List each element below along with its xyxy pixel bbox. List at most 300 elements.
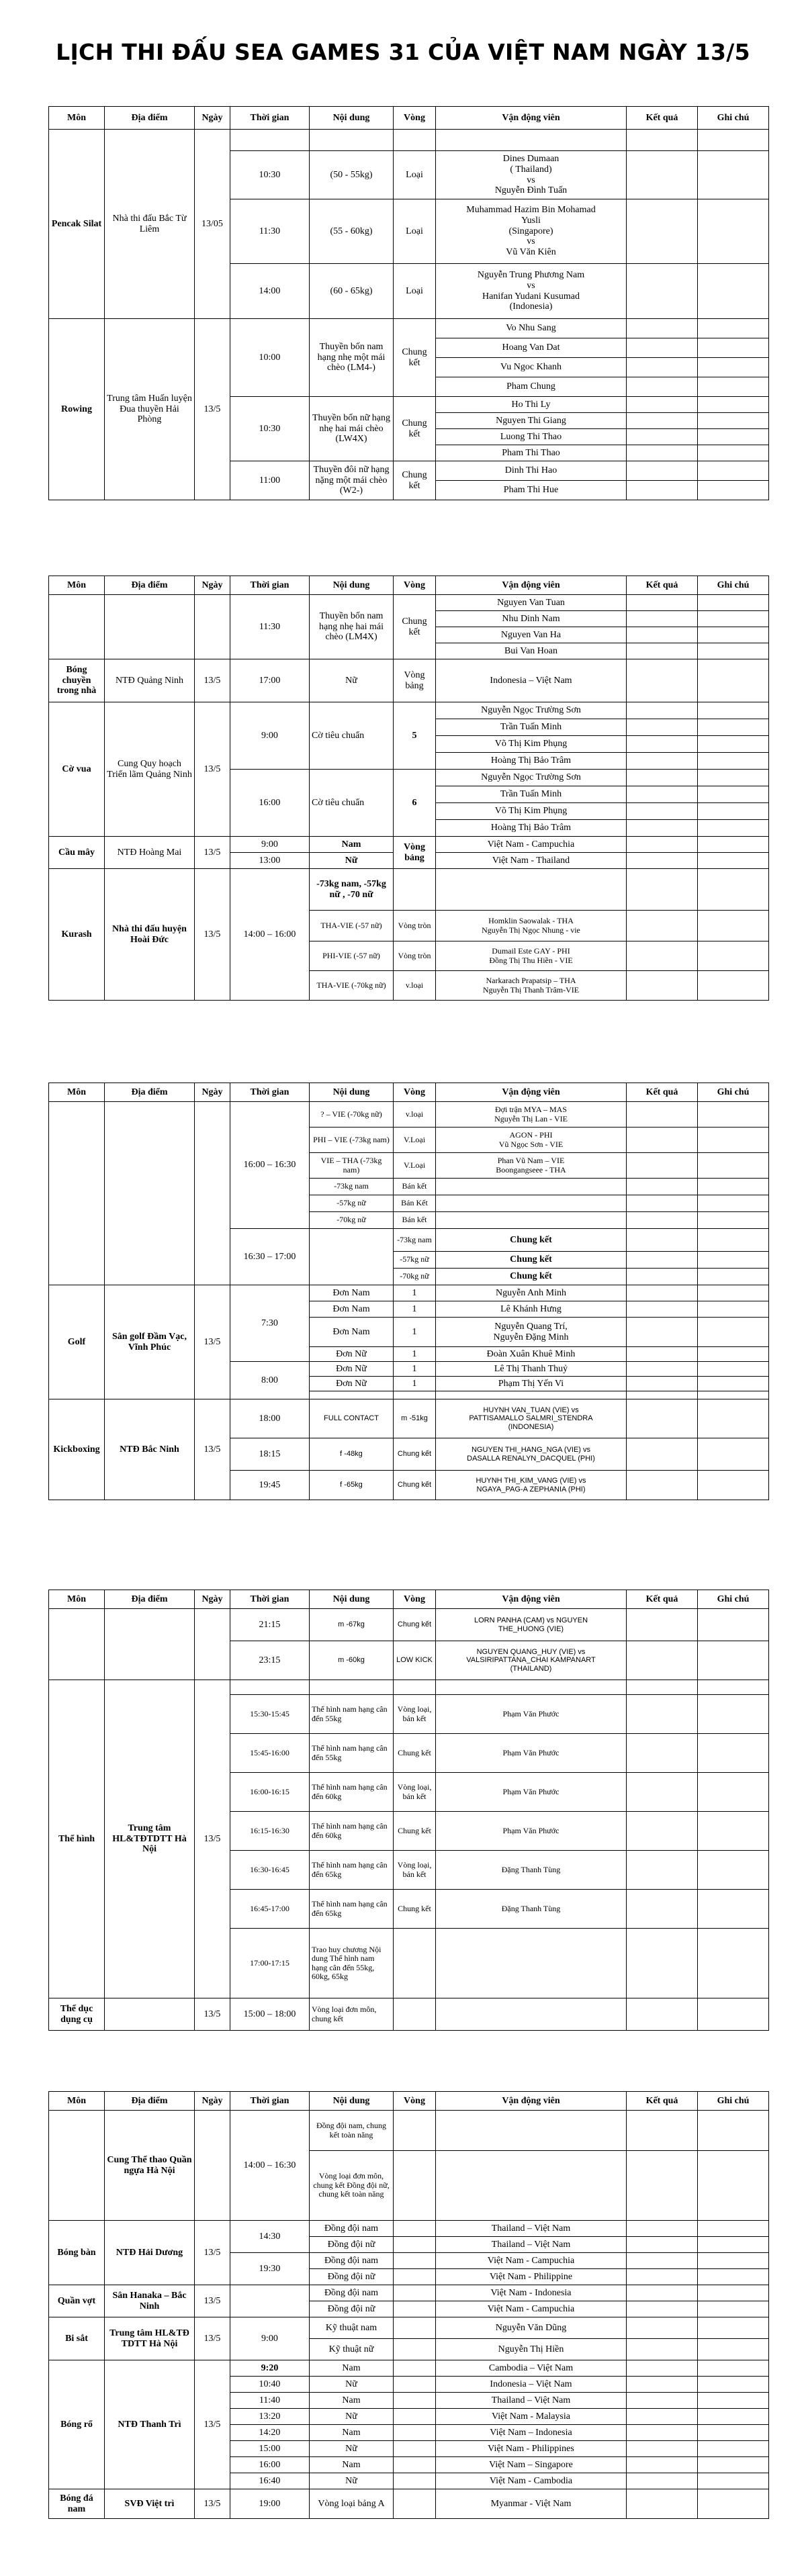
time-cell: 16:00 – 16:30: [230, 1102, 310, 1229]
athlete-cell: Trần Tuấn Minh: [436, 719, 627, 736]
date-cell: 13/5: [195, 1680, 230, 1998]
time-cell: 15:30-15:45: [230, 1695, 310, 1734]
athlete-cell: Đặng Thanh Tùng: [436, 1851, 627, 1890]
round-cell: Vòng tròn: [394, 941, 436, 971]
round-cell: Chung kết: [394, 1438, 436, 1471]
athlete-cell: Đoàn Xuân Khuê Minh: [436, 1347, 627, 1362]
content-cell: Đồng đội nam, chung kết toàn năng: [310, 2111, 394, 2151]
round-cell: Chung kết: [394, 319, 436, 397]
header-row: [49, 1590, 769, 1609]
athlete-cell: Nguyễn Ngọc Trường Sơn: [436, 770, 627, 786]
round-cell: -57kg nữ: [394, 1252, 436, 1269]
time-cell: 9:00: [230, 2317, 310, 2360]
content-cell: Đơn Nam: [310, 1285, 394, 1301]
col-header: Ngày: [195, 2092, 230, 2111]
athlete-cell: [436, 1929, 627, 1998]
content-cell: PHI-VIE (-57 nữ): [310, 941, 394, 971]
round-cell: LOW KICK: [394, 1641, 436, 1680]
athlete-cell: Dumail Este GAY - PHI Đồng Thị Thu Hiền - VIE: [436, 941, 627, 971]
time-cell: 23:15: [230, 1641, 310, 1680]
col-header: Môn: [49, 1083, 105, 1102]
time-cell: 18:00: [230, 1399, 310, 1438]
sport-cell: Cầu mây: [49, 837, 105, 869]
content-cell: -73kg nam: [310, 1179, 394, 1195]
schedule-table-2: [48, 576, 769, 1001]
time-cell: 16:00: [230, 770, 310, 837]
athlete-cell: Nguyễn Quang Trí, Nguyễn Đặng Minh: [436, 1318, 627, 1347]
time-cell: 10:00: [230, 319, 310, 397]
content-cell: -73kg nam, -57kg nữ , -70 nữ: [310, 869, 394, 911]
athlete-cell: Bui Van Hoan: [436, 643, 627, 659]
time-cell: 7:30: [230, 1285, 310, 1362]
round-cell: [394, 1929, 436, 1998]
athlete-cell: Nguyễn Thị Hiền: [436, 2339, 627, 2360]
round-cell: 1: [394, 1318, 436, 1347]
header-row: [49, 1083, 769, 1102]
date-cell: 13/05: [195, 130, 230, 319]
content-cell: Vòng loại bảng A: [310, 2489, 394, 2519]
content-cell: Thể hình nam hạng cân đến 60kg: [310, 1773, 394, 1812]
round-cell: Vòng loại, bán kết: [394, 1851, 436, 1890]
col-header: Thời gian: [230, 2092, 310, 2111]
col-header: Vận động viên: [436, 576, 627, 595]
athlete-cell: Thailand – Việt Nam: [436, 2237, 627, 2253]
table-row: [49, 130, 769, 151]
round-cell: Chung kết: [394, 1471, 436, 1500]
time-cell: 13:00: [230, 853, 310, 869]
venue-cell: Cung Thể thao Quần ngựa Hà Nội: [105, 2111, 195, 2221]
athlete-cell: LORN PANHA (CAM) vs NGUYEN THE_HUONG (VIE): [436, 1609, 627, 1641]
athlete-cell: Nguyễn Văn Dũng: [436, 2317, 627, 2339]
athlete-cell: Phạm Văn Phước: [436, 1695, 627, 1734]
athlete-cell: Việt Nam - Campuchia: [436, 2301, 627, 2317]
col-header: Địa điểm: [105, 1590, 195, 1609]
time-cell: 11:40: [230, 2393, 310, 2409]
content-cell: Nam: [310, 2393, 394, 2409]
round-cell: Loại: [394, 264, 436, 319]
round-cell: 1: [394, 1347, 436, 1362]
round-cell: 1: [394, 1285, 436, 1301]
time-cell: 14:00 – 16:00: [230, 869, 310, 1001]
round-cell: Vòng bảng: [394, 837, 436, 869]
athlete-cell: Việt Nam - Philippine: [436, 2269, 627, 2285]
sport-cell: Rowing: [49, 319, 105, 500]
time-cell: 16:30 – 17:00: [230, 1229, 310, 1285]
athlete-cell: Nguyễn Ngọc Trường Sơn: [436, 702, 627, 719]
round-cell: Bán kết: [394, 1179, 436, 1195]
athlete-cell: NGUYEN QUANG_HUY (VIE) vs VALSIRIPATTANA_CHAI KAMPANART (THAILAND): [436, 1641, 627, 1680]
col-header: Vận động viên: [436, 107, 627, 130]
content-cell: Đơn Nam: [310, 1318, 394, 1347]
athlete-cell: Hoàng Thị Bảo Trâm: [436, 820, 627, 837]
date-cell: 13/5: [195, 1399, 230, 1500]
athlete-cell: Cambodia – Việt Nam: [436, 2360, 627, 2377]
col-header: Ngày: [195, 107, 230, 130]
schedule-table-5: [48, 2091, 769, 2519]
round-cell: 6: [394, 770, 436, 837]
athlete-cell: HUYNH VAN_TUAN (VIE) vs PATTISAMALLO SALMRI_STENDRA (INDONESIA): [436, 1399, 627, 1438]
col-header: Ngày: [195, 576, 230, 595]
col-header: Ghi chú: [698, 107, 769, 130]
time-cell: 17:00: [230, 659, 310, 702]
content-cell: Nam: [310, 2360, 394, 2377]
athlete-cell: Việt Nam – Singapore: [436, 2457, 627, 2473]
content-cell: Đồng đội nam: [310, 2253, 394, 2269]
date-cell: 13/5: [195, 1998, 230, 2031]
venue-cell: NTĐ Thanh Trì: [105, 2360, 195, 2489]
content-cell: Nữ: [310, 2409, 394, 2425]
athlete-cell: Vu Ngoc Khanh: [436, 358, 627, 377]
round-cell: v.loại: [394, 1102, 436, 1128]
content-cell: Đồng đội nữ: [310, 2301, 394, 2317]
date-cell: 13/5: [195, 2360, 230, 2489]
athlete-cell: NGUYEN THI_HANG_NGA (VIE) vs DASALLA RENALYN_DACQUEL (PHI): [436, 1438, 627, 1471]
round-cell: Vòng bảng: [394, 659, 436, 702]
athlete-cell: Thailand – Việt Nam: [436, 2393, 627, 2409]
athlete-cell: Chung kết: [436, 1252, 627, 1269]
athlete-cell: Dinh Thi Hao: [436, 461, 627, 481]
round-cell: 1: [394, 1301, 436, 1318]
athlete-cell: Trần Tuấn Minh: [436, 786, 627, 803]
col-header: Vòng: [394, 1590, 436, 1609]
sport-cell: Bi sắt: [49, 2317, 105, 2360]
venue-cell: NTĐ Bắc Ninh: [105, 1399, 195, 1500]
athlete-cell: Việt Nam - Indonesia: [436, 2285, 627, 2301]
time-cell: 19:00: [230, 2489, 310, 2519]
athlete-cell: Võ Thị Kim Phụng: [436, 803, 627, 820]
round-cell: V.Loại: [394, 1153, 436, 1179]
athlete-cell: Hoang Van Dat: [436, 338, 627, 358]
athlete-cell: Đợi trận MYA – MAS Nguyễn Thị Lan - VIE: [436, 1102, 627, 1128]
round-cell: -70kg nữ: [394, 1269, 436, 1285]
time-cell: 9:20: [230, 2360, 310, 2377]
athlete-cell: AGON - PHI Vũ Ngọc Sơn - VIE: [436, 1128, 627, 1153]
athlete-cell: Myanmar - Việt Nam: [436, 2489, 627, 2519]
time-cell: 15:45-16:00: [230, 1734, 310, 1773]
time-cell: 10:40: [230, 2377, 310, 2393]
col-header: Môn: [49, 2092, 105, 2111]
col-header: Kết quả: [627, 1590, 698, 1609]
col-header: Môn: [49, 576, 105, 595]
sport-cell: Cờ vua: [49, 702, 105, 837]
athlete-cell: Indonesia – Việt Nam: [436, 659, 627, 702]
time-cell: 14:30: [230, 2221, 310, 2253]
content-cell: Nam: [310, 2457, 394, 2473]
time-cell: 21:15: [230, 1609, 310, 1641]
col-header: Thời gian: [230, 1083, 310, 1102]
sport-cell: Quần vợt: [49, 2285, 105, 2317]
athlete-cell: Homklin Saowalak - THA Nguyễn Thị Ngọc Nhung - vie: [436, 911, 627, 941]
athlete-cell: Võ Thị Kim Phụng: [436, 736, 627, 753]
athlete-cell: Chung kết: [436, 1269, 627, 1285]
time-cell: 11:30: [230, 199, 310, 264]
content-cell: Thuyền bốn nam hạng nhẹ hai mái chèo (LM4X): [310, 595, 394, 659]
round-cell: 1: [394, 1377, 436, 1391]
round-cell: Loại: [394, 151, 436, 199]
round-cell: 1: [394, 1362, 436, 1377]
time-cell: 16:00-16:15: [230, 1773, 310, 1812]
col-header: Ghi chú: [698, 2092, 769, 2111]
content-cell: THA-VIE (-57 nữ): [310, 911, 394, 941]
page-title: LỊCH THI ĐẤU SEA GAMES 31 CỦA VIỆT NAM NGÀY 13/5: [56, 39, 750, 65]
athlete-cell: Luong Thi Thao: [436, 429, 627, 445]
athlete-cell: Nhu Dinh Nam: [436, 611, 627, 627]
content-cell: Đơn Nữ: [310, 1347, 394, 1362]
time-cell: 18:15: [230, 1438, 310, 1471]
col-header: Địa điểm: [105, 576, 195, 595]
col-header: Vòng: [394, 576, 436, 595]
col-header: Vòng: [394, 107, 436, 130]
athlete-cell: Nguyen Van Tuan: [436, 595, 627, 611]
round-cell: Vòng loại, bán kết: [394, 1695, 436, 1734]
round-cell: Chung kết: [394, 1812, 436, 1851]
col-header: Kết quả: [627, 1083, 698, 1102]
col-header: Ngày: [195, 1083, 230, 1102]
header-row: [49, 107, 769, 130]
athlete-cell: Nguyễn Anh Minh: [436, 1285, 627, 1301]
round-cell: Vòng loại, bán kết: [394, 1773, 436, 1812]
athlete-cell: Việt Nam - Thailand: [436, 853, 627, 869]
round-cell: Chung kết: [394, 595, 436, 659]
athlete-cell: Phạm Văn Phước: [436, 1812, 627, 1851]
time-cell: 15:00: [230, 2441, 310, 2457]
content-cell: THA-VIE (-70kg nữ): [310, 971, 394, 1001]
content-cell: -70kg nữ: [310, 1212, 394, 1229]
athlete-cell: Việt Nam - Philippines: [436, 2441, 627, 2457]
col-header: Ghi chú: [698, 1590, 769, 1609]
athlete-cell: Việt Nam - Malaysia: [436, 2409, 627, 2425]
round-cell: Bán kết: [394, 1212, 436, 1229]
sport-cell: Bóng đá nam: [49, 2489, 105, 2519]
col-header: Địa điểm: [105, 107, 195, 130]
time-cell: 19:45: [230, 1471, 310, 1500]
athlete-cell: Ho Thi Ly: [436, 397, 627, 413]
time-cell: 17:00-17:15: [230, 1929, 310, 1998]
time-cell: 14:00: [230, 264, 310, 319]
content-cell: Đồng đội nữ: [310, 2237, 394, 2253]
col-header: Địa điểm: [105, 2092, 195, 2111]
athlete-cell: Nguyen Thi Giang: [436, 413, 627, 429]
round-cell: Bán Kết: [394, 1195, 436, 1212]
time-cell: 16:30-16:45: [230, 1851, 310, 1890]
schedule-table-1: [48, 106, 769, 500]
table-row: [49, 659, 769, 702]
venue-cell: Sân golf Đầm Vạc, Vĩnh Phúc: [105, 1285, 195, 1399]
time-cell: 16:00: [230, 2457, 310, 2473]
time-cell: 19:30: [230, 2253, 310, 2285]
content-cell: Nam: [310, 2425, 394, 2441]
content-cell: Kỹ thuật nữ: [310, 2339, 394, 2360]
content-cell: Trao huy chương Nội dung Thể hình nam hạng cân đến 55kg, 60kg, 65kg: [310, 1929, 394, 1998]
content-cell: Thuyền đôi nữ hạng nặng một mái chèo (W2-): [310, 461, 394, 500]
col-header: Kết quả: [627, 107, 698, 130]
time-cell: 14:20: [230, 2425, 310, 2441]
col-header: Ghi chú: [698, 576, 769, 595]
venue-cell: Cung Quy hoạch Triển lãm Quảng Ninh: [105, 702, 195, 837]
sport-cell: Bóng rổ: [49, 2360, 105, 2489]
venue-cell: Nhà thi đấu huyện Hoài Đức: [105, 869, 195, 1001]
content-cell: Đồng đội nam: [310, 2285, 394, 2301]
col-header: Thời gian: [230, 107, 310, 130]
col-header: Nội dung: [310, 2092, 394, 2111]
round-cell: Chung kết: [394, 1609, 436, 1641]
col-header: Vòng: [394, 2092, 436, 2111]
time-cell: 10:30: [230, 151, 310, 199]
round-cell: Chung kết: [394, 1734, 436, 1773]
col-header: Kết quả: [627, 2092, 698, 2111]
time-cell: 11:30: [230, 595, 310, 659]
col-header: Thời gian: [230, 1590, 310, 1609]
venue-cell: NTĐ Hải Dương: [105, 2221, 195, 2285]
time-cell: 13:20: [230, 2409, 310, 2425]
date-cell: 13/5: [195, 702, 230, 837]
content-cell: Kỹ thuật nam: [310, 2317, 394, 2339]
col-header: Môn: [49, 1590, 105, 1609]
venue-cell: SVĐ Việt trì: [105, 2489, 195, 2519]
content-cell: -57kg nữ: [310, 1195, 394, 1212]
round-cell: Vòng tròn: [394, 911, 436, 941]
header-row: [49, 2092, 769, 2111]
athlete-cell: Indonesia – Việt Nam: [436, 2377, 627, 2393]
col-header: Nội dung: [310, 1590, 394, 1609]
athlete-cell: Việt Nam - Cambodia: [436, 2473, 627, 2489]
date-cell: 13/5: [195, 869, 230, 1001]
time-cell: 10:30: [230, 397, 310, 461]
round-cell: v.loại: [394, 971, 436, 1001]
athlete-cell: Dines Dumaan ( Thailand) vs Nguyễn Đình Tuấn: [436, 151, 627, 199]
content-cell: Nữ: [310, 2441, 394, 2457]
col-header: Vòng: [394, 1083, 436, 1102]
date-cell: 13/5: [195, 2317, 230, 2360]
col-header: Vận động viên: [436, 2092, 627, 2111]
content-cell: (50 - 55kg): [310, 151, 394, 199]
venue-cell: Trung tâm Huấn luyện Đua thuyền Hải Phòng: [105, 319, 195, 500]
col-header: Ngày: [195, 1590, 230, 1609]
athlete-cell: Đặng Thanh Tùng: [436, 1890, 627, 1929]
venue-cell: NTĐ Quảng Ninh: [105, 659, 195, 702]
content-cell: Thể hình nam hạng cân đến 65kg: [310, 1890, 394, 1929]
athlete-cell: Phạm Thị Yến Vi: [436, 1377, 627, 1391]
athlete-cell: Pham Thi Hue: [436, 481, 627, 500]
schedule-table-3: [48, 1083, 769, 1500]
athlete-cell: Pham Thi Thao: [436, 445, 627, 461]
venue-cell: NTĐ Hoàng Mai: [105, 837, 195, 869]
time-cell: 8:00: [230, 1362, 310, 1399]
content-cell: (60 - 65kg): [310, 264, 394, 319]
content-cell: VIE – THA (-73kg nam): [310, 1153, 394, 1179]
athlete-cell: Hoàng Thị Bảo Trâm: [436, 753, 627, 770]
content-cell: f -48kg: [310, 1438, 394, 1471]
sport-cell: Bóng chuyền trong nhà: [49, 659, 105, 702]
round-cell: Chung kết: [394, 1890, 436, 1929]
content-cell: Nữ: [310, 2473, 394, 2489]
col-header: Nội dung: [310, 107, 394, 130]
content-cell: Thuyền bốn nữ hạng nhẹ hai mái chèo (LW4X): [310, 397, 394, 461]
sport-cell: Pencak Silat: [49, 130, 105, 319]
time-cell: 9:00: [230, 837, 310, 853]
sport-cell: Thể dục dụng cụ: [49, 1998, 105, 2031]
date-cell: 13/5: [195, 659, 230, 702]
athlete-cell: Phan Vũ Nam – VIE Boongangseee - THA: [436, 1153, 627, 1179]
content-cell: Cờ tiêu chuẩn: [310, 770, 394, 837]
content-cell: Cờ tiêu chuẩn: [310, 702, 394, 770]
round-cell: 5: [394, 702, 436, 770]
date-cell: 13/5: [195, 2285, 230, 2317]
athlete-cell: Muhammad Hazim Bin Mohamad Yusli (Singapore) vs Vũ Văn Kiên: [436, 199, 627, 264]
content-cell: m -60kg: [310, 1641, 394, 1680]
content-cell: f -65kg: [310, 1471, 394, 1500]
athlete-cell: Việt Nam - Campuchia: [436, 837, 627, 853]
content-cell: Nữ: [310, 853, 394, 869]
time-cell: 16:15-16:30: [230, 1812, 310, 1851]
venue-cell: Trung tâm HL&TĐTDTT Hà Nội: [105, 1680, 195, 1998]
athlete-cell: Thailand – Việt Nam: [436, 2221, 627, 2237]
athlete-cell: Chung kết: [436, 1229, 627, 1252]
col-header: Vận động viên: [436, 1083, 627, 1102]
content-cell: Thể hình nam hạng cân đến 60kg: [310, 1812, 394, 1851]
content-cell: Thể hình nam hạng cân đến 55kg: [310, 1695, 394, 1734]
header-row: [49, 576, 769, 595]
col-header: Ghi chú: [698, 1083, 769, 1102]
col-header: Vận động viên: [436, 1590, 627, 1609]
venue-cell: Nhà thi đấu Bắc Từ Liêm: [105, 130, 195, 319]
round-cell: V.Loại: [394, 1128, 436, 1153]
time-cell: 9:00: [230, 702, 310, 770]
sport-cell: Bóng bàn: [49, 2221, 105, 2285]
table-row: [49, 319, 769, 338]
time-cell: 11:00: [230, 461, 310, 500]
col-header: Địa điểm: [105, 1083, 195, 1102]
col-header: Nội dung: [310, 576, 394, 595]
content-cell: Thể hình nam hạng cân đến 55kg: [310, 1734, 394, 1773]
athlete-cell: Vo Nhu Sang: [436, 319, 627, 338]
athlete-cell: Việt Nam – Indonesia: [436, 2425, 627, 2441]
round-cell: Loại: [394, 199, 436, 264]
content-cell: FULL CONTACT: [310, 1399, 394, 1438]
content-cell: Đơn Nữ: [310, 1377, 394, 1391]
venue-cell: Trung tâm HL&TĐ TDTT Hà Nội: [105, 2317, 195, 2360]
date-cell: 13/5: [195, 1285, 230, 1399]
athlete-cell: HUYNH THI_KIM_VANG (VIE) vs NGAYA_PAG-A ZEPHANIA (PHI): [436, 1471, 627, 1500]
content-cell: Nữ: [310, 2377, 394, 2393]
content-cell: Vòng loại đơn môn, chung kết: [310, 1998, 394, 2031]
sport-cell: Kickboxing: [49, 1399, 105, 1500]
col-header: Kết quả: [627, 576, 698, 595]
athlete-cell: Việt Nam - Campuchia: [436, 2253, 627, 2269]
venue-cell: Sân Hanaka – Bắc Ninh: [105, 2285, 195, 2317]
content-cell: Vòng loại đơn môn, chung kết Đồng đội nữ, chung kết toàn năng: [310, 2151, 394, 2221]
date-cell: 13/5: [195, 2489, 230, 2519]
date-cell: 13/5: [195, 837, 230, 869]
content-cell: Đồng đội nam: [310, 2221, 394, 2237]
content-cell: Đơn Nữ: [310, 1362, 394, 1377]
col-header: Thời gian: [230, 576, 310, 595]
content-cell: m -67kg: [310, 1609, 394, 1641]
content-cell: Đồng đội nữ: [310, 2269, 394, 2285]
athlete-cell: Lê Thị Thanh Thuỷ: [436, 1362, 627, 1377]
athlete-cell: Phạm Văn Phước: [436, 1734, 627, 1773]
time-cell: 16:40: [230, 2473, 310, 2489]
col-header: Nội dung: [310, 1083, 394, 1102]
col-header: Môn: [49, 107, 105, 130]
content-cell: Nam: [310, 837, 394, 853]
content-cell: Nữ: [310, 659, 394, 702]
athlete-cell: Nguyễn Trung Phương Nam vs Hanifan Yudani Kusumad (Indonesia): [436, 264, 627, 319]
schedule-table-4: [48, 1590, 769, 2031]
content-cell: PHI – VIE (-73kg nam): [310, 1128, 394, 1153]
time-cell: 14:00 – 16:30: [230, 2111, 310, 2221]
content-cell: Thuyền bốn nam hạng nhẹ một mái chèo (LM4-): [310, 319, 394, 397]
